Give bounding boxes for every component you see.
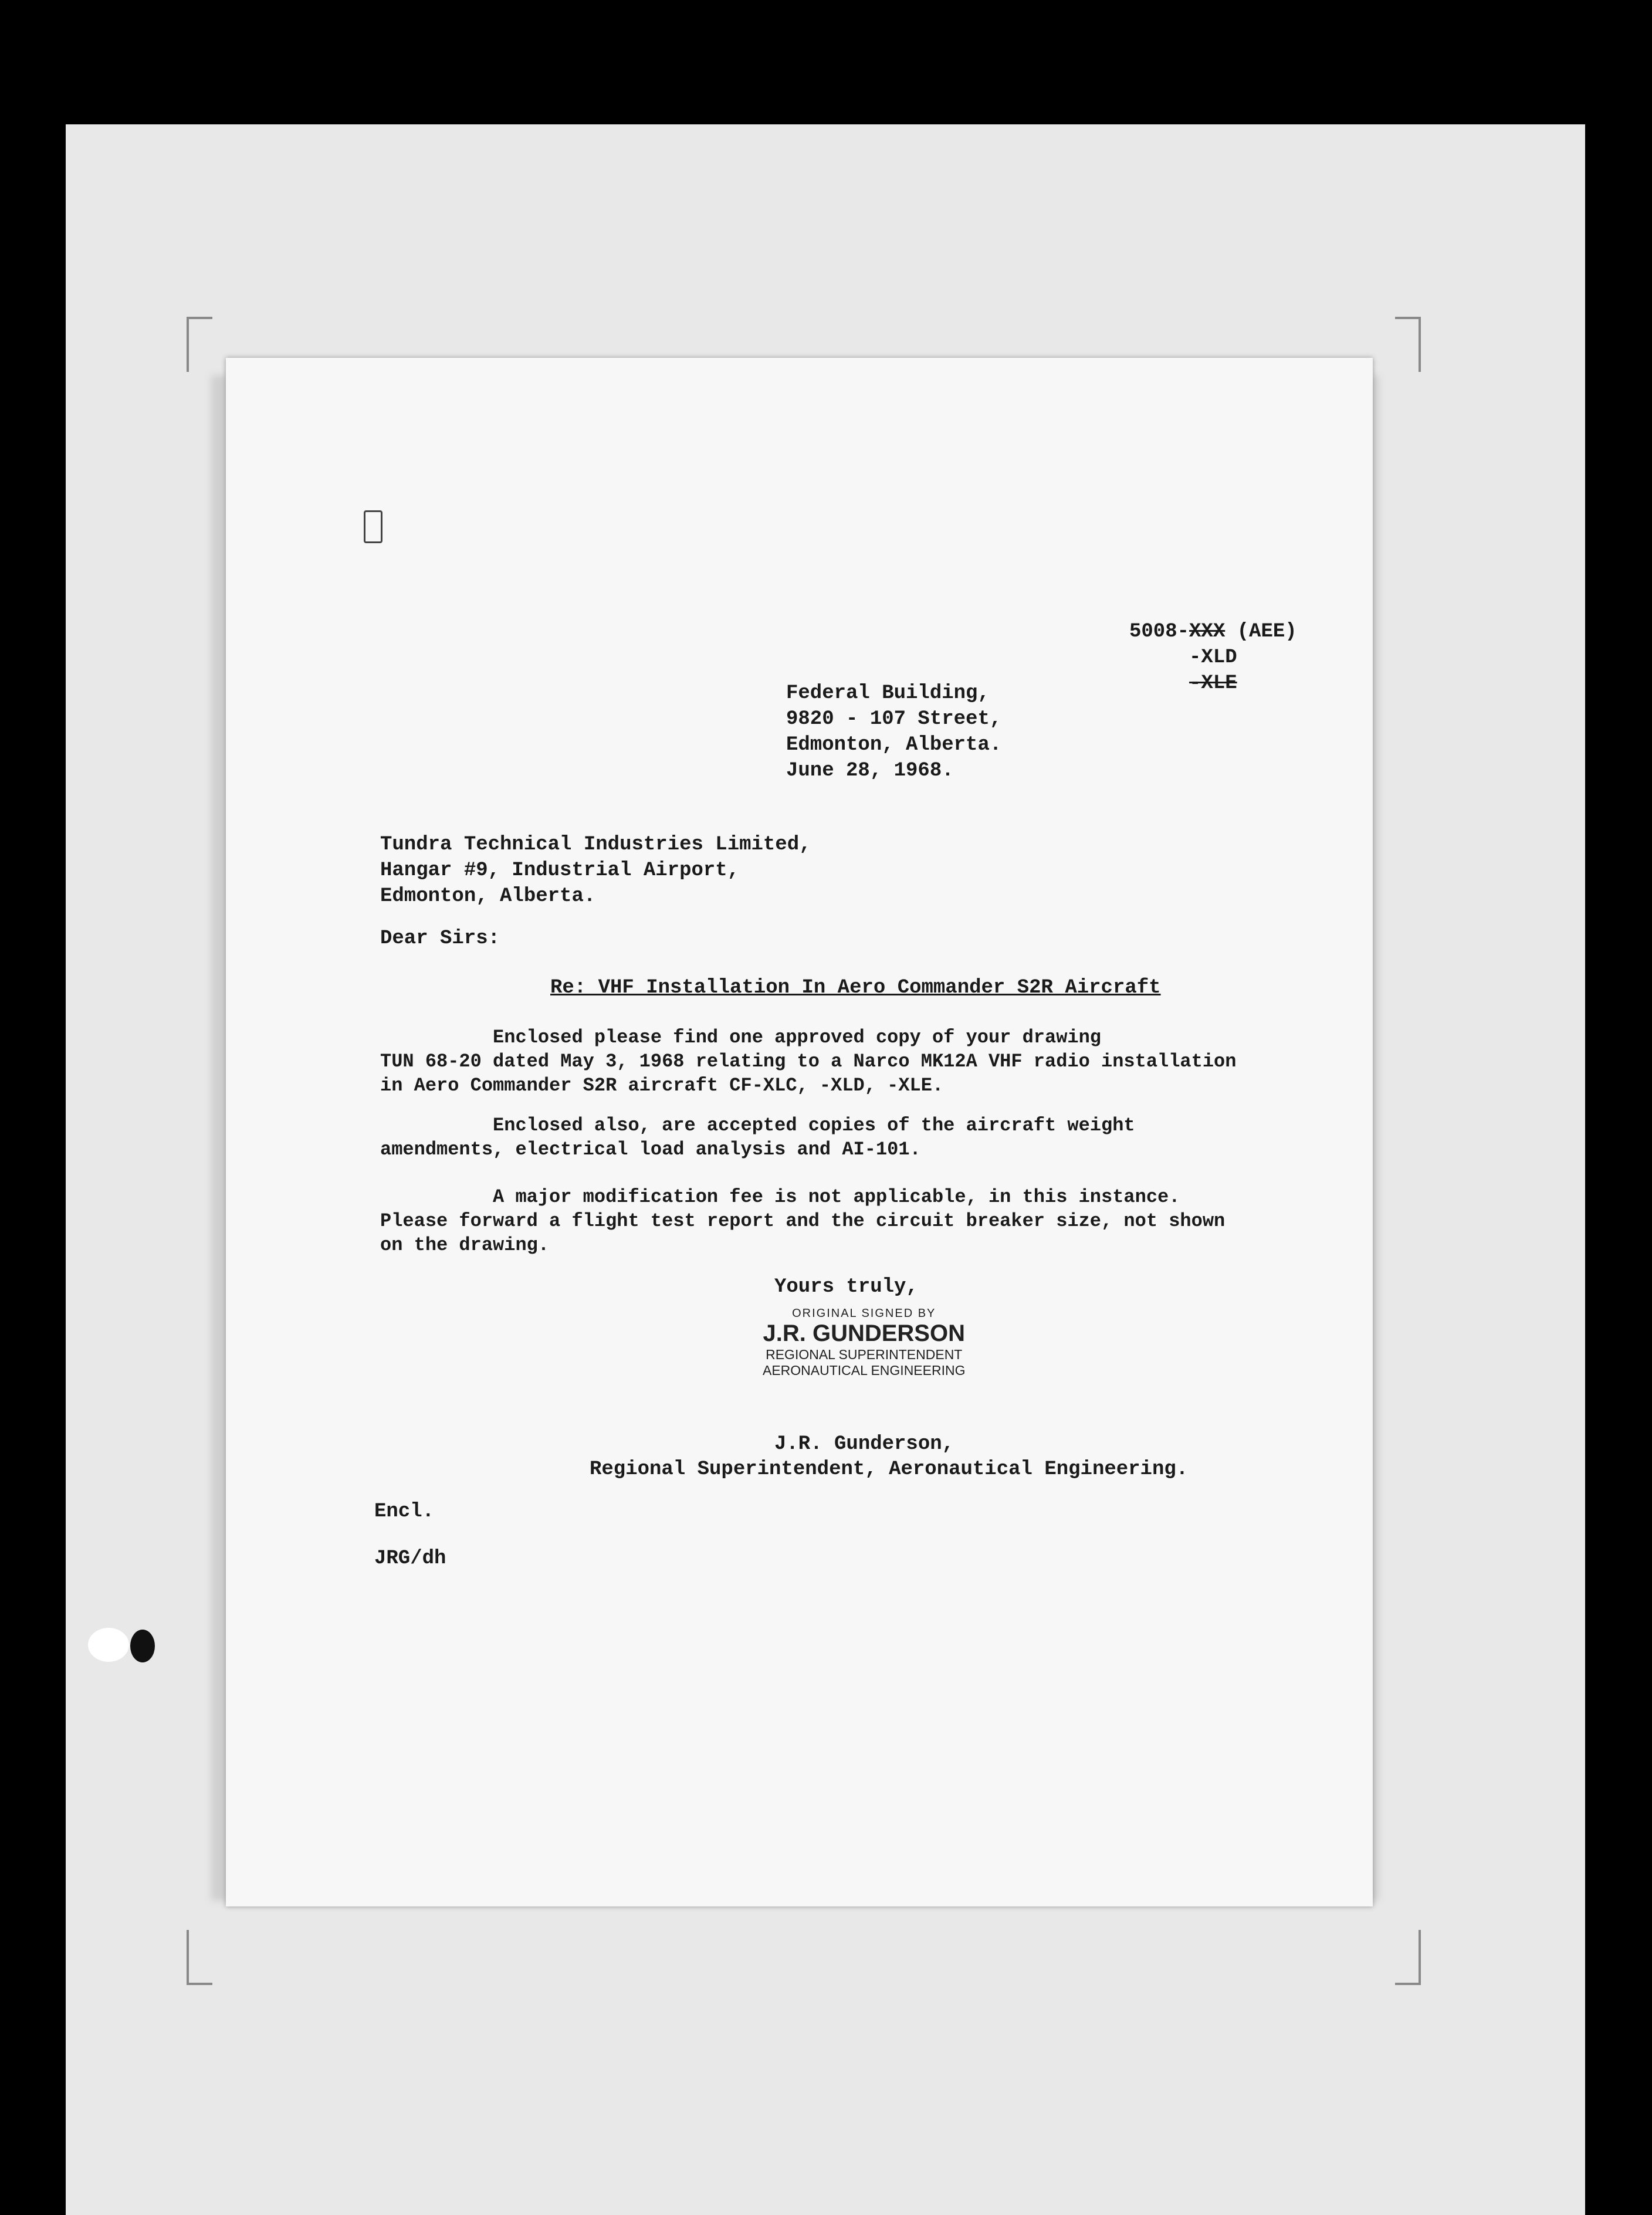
punch-hole-shadow <box>130 1630 155 1662</box>
punch-hole <box>88 1628 129 1662</box>
crop-mark-top-right <box>1395 317 1421 372</box>
sender-address: Federal Building, 9820 - 107 Street, Edmonton, Alberta. June 28, 1968. <box>786 682 1002 782</box>
stamp-line-2: J.R. GUNDERSON <box>763 1320 965 1346</box>
subject-line: Re: VHF Installation In Aero Commander S2R Aircraft <box>550 977 1161 999</box>
stamp-line-4: AERONAUTICAL ENGINEERING <box>763 1363 966 1378</box>
crop-mark-top-left <box>187 317 212 372</box>
stamp-line-3: REGIONAL SUPERINTENDENT <box>766 1347 963 1362</box>
paragraph-2: Enclosed also, are accepted copies of the aircraft weight amendments, electrical load analysis and AI-101. <box>380 1115 1135 1160</box>
stamp-line-1: ORIGINAL SIGNED BY <box>792 1307 936 1320</box>
signature-stamp <box>763 1307 965 1379</box>
salutation: Dear Sirs: <box>380 927 500 950</box>
page-marker <box>364 510 382 543</box>
signature-name: J.R. Gunderson, <box>774 1433 954 1455</box>
closing: Yours truly, <box>774 1276 918 1298</box>
enclosure-note: Encl. <box>374 1501 435 1523</box>
paragraph-1: Enclosed please find one approved copy of your drawing TUN 68-20 dated May 3, 1968 relating to a Narco MK12A VHF radio installation in Aero Commander S2R aircraft CF-XLC, -XLD, -XLE. <box>380 1027 1237 1096</box>
paragraph-3: A major modification fee is not applicable, in this instance. Please forward a flight test report and the circuit breaker size, not shown on the drawing. <box>380 1186 1226 1256</box>
file-reference: 5008-XXX (AEE) -XLD -XLE <box>1129 621 1297 695</box>
crop-mark-bottom-right <box>1395 1930 1421 1985</box>
signature-title: Regional Superintendent, Aeronautical Engineering. <box>590 1458 1189 1481</box>
crop-mark-bottom-left <box>187 1930 212 1985</box>
typist-initials: JRG/dh <box>374 1547 446 1570</box>
recipient-address: Tundra Technical Industries Limited, Hangar #9, Industrial Airport, Edmonton, Alberta. <box>380 834 811 907</box>
